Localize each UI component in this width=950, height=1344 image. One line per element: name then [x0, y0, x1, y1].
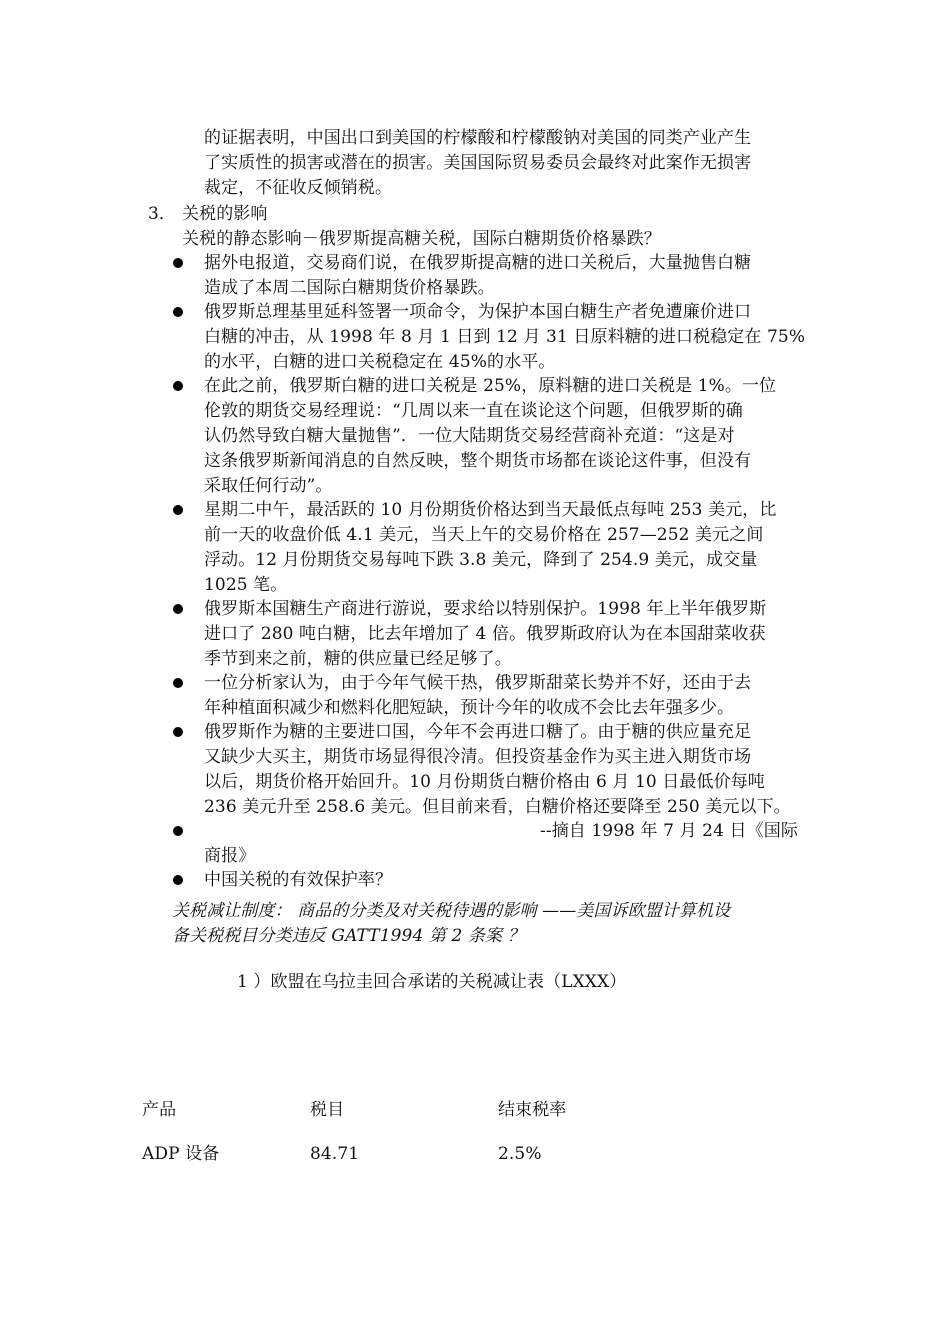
- bullet-line: 前一天的收盘价低 4.1 美元，当天上午的交易价格在 257—252 美元之间: [204, 525, 764, 545]
- bullet-icon: [173, 307, 183, 317]
- bullet-line: 1025 笔。: [204, 575, 288, 595]
- intro-line: 的证据表明，中国出口到美国的柠檬酸和柠檬酸钠对美国的同类产业产生: [204, 128, 752, 148]
- table-header-tariff-item: 税目: [310, 1100, 345, 1120]
- bullet-icon: [173, 875, 183, 885]
- bullet-line: 造成了本周二国际白糖期货价格暴跌。: [204, 278, 495, 298]
- section-number: 3．: [148, 204, 177, 224]
- bullet-line: 季节到来之前，糖的供应量已经足够了。: [204, 649, 512, 669]
- bullet-line: 据外电报道，交易商们说，在俄罗斯提高糖的进口关税后，大量抛售白糖: [204, 253, 752, 273]
- table-header-product: 产品: [142, 1100, 177, 1120]
- section-title: 关税的影响: [182, 204, 268, 224]
- section-subheading: 关税的静态影响－俄罗斯提高糖关税，国际白糖期货价格暴跌？: [182, 229, 661, 249]
- table-caption: 1 ）欧盟在乌拉圭回合承诺的关税减让表（LXXX）: [237, 972, 627, 992]
- bullet-icon: [173, 826, 183, 836]
- bullet-icon: [173, 604, 183, 614]
- italic-heading-line: 备关税税目分类违反 GATT1994 第 2 条案 ？: [172, 926, 525, 946]
- bullet-line: 这条俄罗斯新闻消息的自然反映，整个期货市场都在谈论这件事，但没有: [204, 451, 752, 471]
- bullet-icon: [173, 258, 183, 268]
- bullet-line: 星期二中午，最活跃的 10 月份期货价格达到当天最低点每吨 253 美元，比: [204, 500, 777, 520]
- bullet-line: 俄罗斯本国糖生产商进行游说，要求给以特别保护。1998 年上半年俄罗斯: [204, 599, 767, 619]
- bullet-icon: [173, 381, 183, 391]
- table-cell-product: ADP 设备: [142, 1144, 220, 1164]
- table-header-final-rate: 结束税率: [498, 1100, 567, 1120]
- bullet-line: 中国关税的有效保护率？: [204, 870, 393, 890]
- bullet-line: 浮动。12 月份期货交易每吨下跌 3.8 美元，降到了 254.9 美元，成交量: [204, 550, 758, 570]
- bullet-line: 白糖的冲击，从 1998 年 8 月 1 日到 12 月 31 日原料糖的进口税稳定在 75%: [204, 327, 806, 347]
- bullet-line: 年种植面积减少和燃料化肥短缺，预计今年的收成不会比去年强多少。: [204, 698, 735, 718]
- bullet-line: 采取任何行动”。: [204, 476, 333, 496]
- bullet-line: 的水平，白糖的进口关税稳定在 45%的水平。: [204, 352, 556, 372]
- citation-line: --摘自 1998 年 7 月 24 日《国际: [540, 821, 798, 841]
- bullet-line: 一位分析家认为，由于今年气候干热，俄罗斯甜菜长势并不好，还由于去: [204, 673, 752, 693]
- bullet-line: 俄罗斯作为糖的主要进口国，今年不会再进口糖了。由于糖的供应量充足: [204, 722, 752, 742]
- bullet-line: 伦敦的期货交易经理说：“几周以来一直在谈论这个问题，但俄罗斯的确: [204, 401, 743, 421]
- intro-line: 了实质性的损害或潜在的损害。美国国际贸易委员会最终对此案作无损害: [204, 153, 752, 173]
- bullet-line: 进口了 280 吨白糖，比去年增加了 4 倍。俄罗斯政府认为在本国甜菜收获: [204, 624, 766, 644]
- bullet-line: 236 美元升至 258.6 美元。但目前来看，白糖价格还要降至 250 美元以下。: [204, 797, 791, 817]
- bullet-line: 在此之前，俄罗斯白糖的进口关税是 25%，原料糖的进口关税是 1%。一位: [204, 376, 777, 396]
- bullet-icon: [173, 505, 183, 515]
- intro-line: 裁定，不征收反倾销税。: [204, 178, 393, 198]
- bullet-icon: [173, 678, 183, 688]
- table-cell-tariff-item: 84.71: [310, 1144, 360, 1164]
- bullet-line: 俄罗斯总理基里延科签署一项命令，为保护本国白糖生产者免遭廉价进口: [204, 302, 752, 322]
- bullet-line: 又缺少大买主，期货市场显得很冷清。但投资基金作为买主进入期货市场: [204, 747, 752, 767]
- citation-line: 商报》: [204, 846, 256, 866]
- table-cell-final-rate: 2.5%: [498, 1144, 542, 1164]
- bullet-icon: [173, 727, 183, 737]
- italic-heading-line: 关税减让制度： 商品的分类及对关税待遇的影响 ——美国诉欧盟计算机设: [172, 901, 731, 921]
- bullet-line: 认仍然导致白糖大量抛售”．一位大陆期货交易经营商补充道：“这是对: [204, 426, 735, 446]
- bullet-line: 以后，期货价格开始回升。10 月份期货白糖价格由 6 月 10 日最低价每吨: [204, 772, 765, 792]
